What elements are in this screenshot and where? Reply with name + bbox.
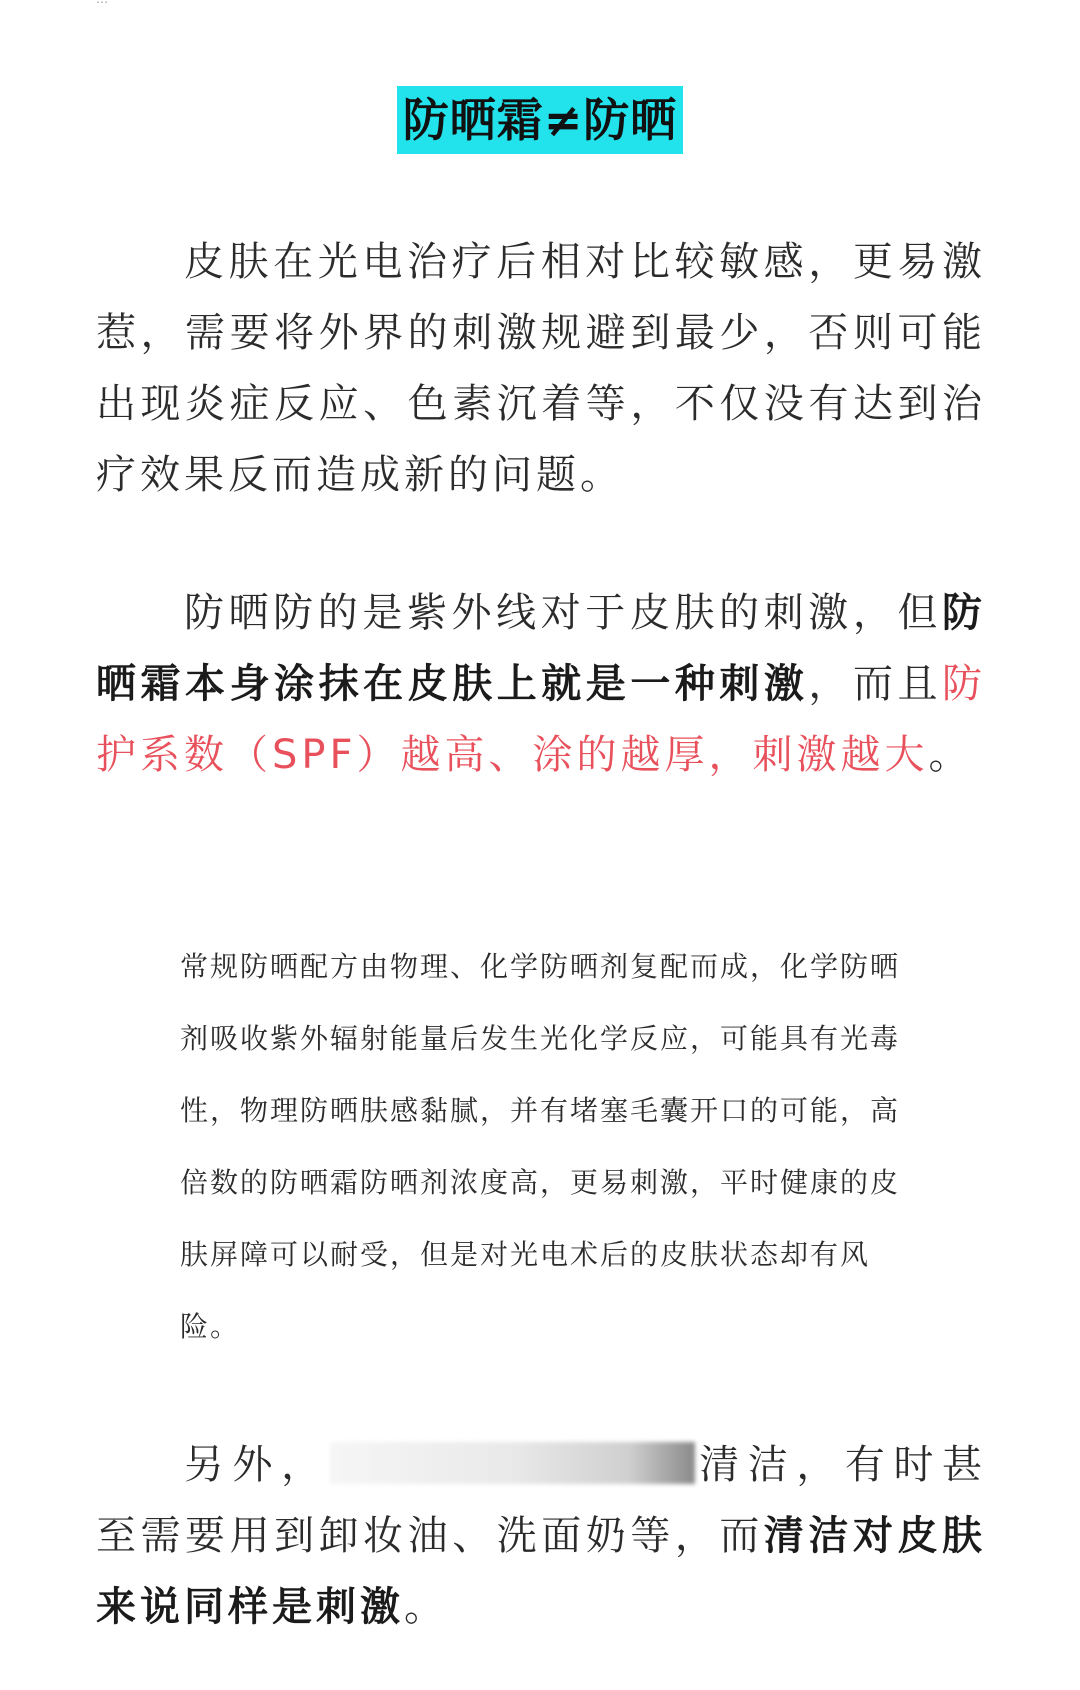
paragraph-text: 清洁，有时甚至需要用到卸妆油、洗面奶等，而 [96, 1442, 987, 1559]
paragraph-text: 另外， [184, 1442, 330, 1488]
heading-container [0, 86, 1080, 154]
paragraph-end: 。 [404, 1584, 448, 1630]
cropped-top-text [96, 0, 166, 4]
red-emphasis: 防护系数（SPF）越高、涂的越厚，刺激越大 [96, 661, 987, 778]
explanation-note: 常规防晒配方由物理、化学防晒剂复配而成，化学防晒剂吸收紫外辐射能量后发生光化学反应，可能具有光毒性，物理防晒肤感黏腻，并有堵塞毛囊开口的可能，高倍数的防晒霜防晒剂浓度高，更易刺激，平时健康的皮肤屏障可以耐受，但是对光电术后的皮肤状态却有风险。 [180, 950, 901, 1343]
paragraph-text: 防晒防的是紫外线对于皮肤的刺激，但 [184, 590, 942, 636]
paragraph-sunscreen-irritation [96, 578, 986, 791]
bold-emphasis: 清洁对皮肤来说同样是刺激 [96, 1513, 987, 1630]
paragraph-text: ，而且 [808, 661, 943, 707]
section-heading: 防晒霜≠防晒 [397, 86, 684, 154]
bold-emphasis: 防晒霜本身涂抹在皮肤上就是一种刺激 [96, 590, 986, 707]
paragraph-end: 。 [928, 732, 973, 778]
paragraph-sensitivity: 皮肤在光电治疗后相对比较敏感，更易激惹，需要将外界的刺激规避到最少，否则可能出现炎症反应、色素沉着等，不仅没有达到治疗效果反而造成新的问题。 [96, 239, 986, 498]
paragraph-cleansing [96, 1430, 986, 1643]
blurred-redaction [330, 1442, 695, 1484]
